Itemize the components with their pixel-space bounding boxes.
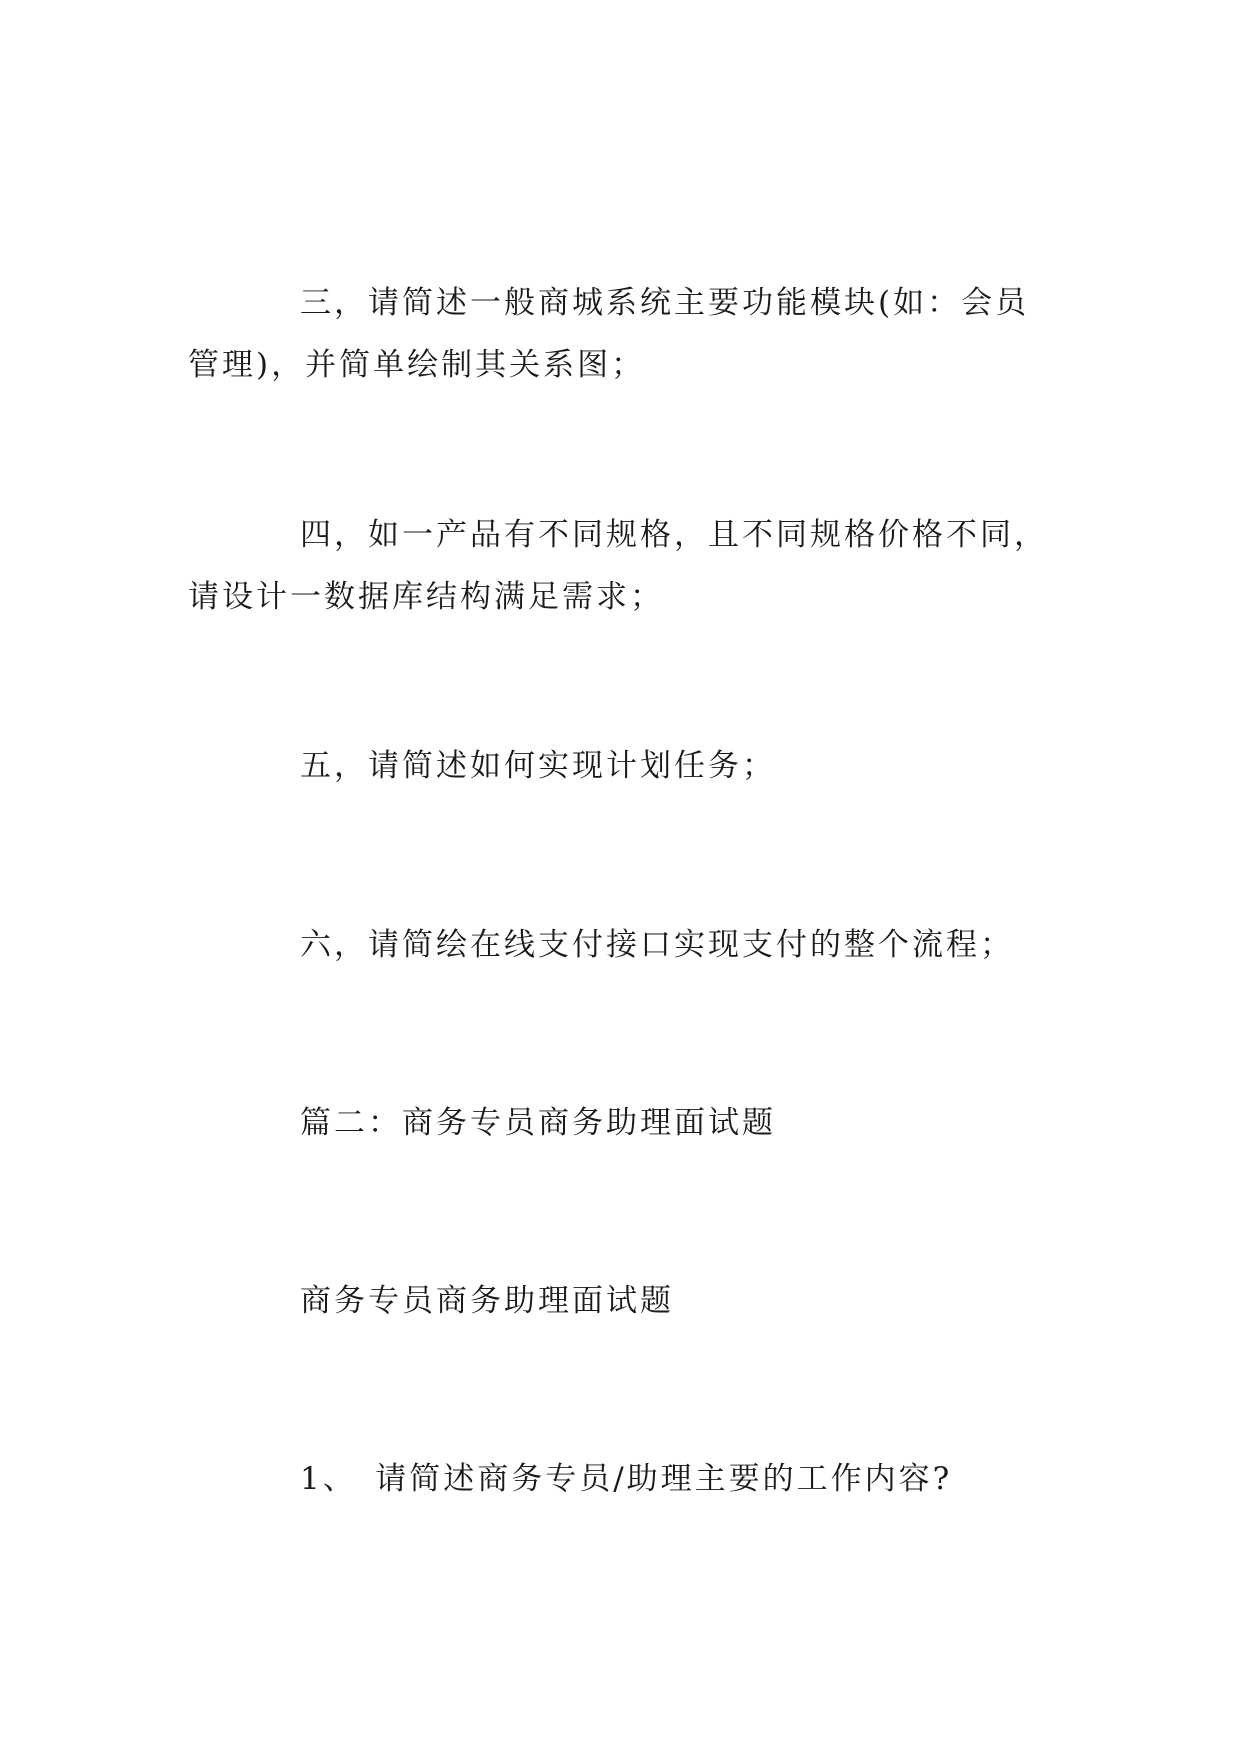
question-4-paragraph: 四，如一产品有不同规格，且不同规格价格不同，请设计一数据库结构满足需求； xyxy=(188,517,1048,615)
section-title: 商务专员商务助理面试题 xyxy=(300,1283,674,1319)
question-3-paragraph: 三，请简述一般商城系统主要功能模块(如：会员管理)，并简单绘制其关系图； xyxy=(188,285,1030,383)
section-heading: 篇二：商务专员商务助理面试题 xyxy=(300,1105,776,1141)
question-6-paragraph: 六，请简绘在线支付接口实现支付的整个流程； xyxy=(300,927,1014,963)
question-5-paragraph: 五，请简述如何实现计划任务； xyxy=(300,748,776,784)
question-1-paragraph: 1、 请简述商务专员/助理主要的工作内容? xyxy=(300,1461,953,1497)
